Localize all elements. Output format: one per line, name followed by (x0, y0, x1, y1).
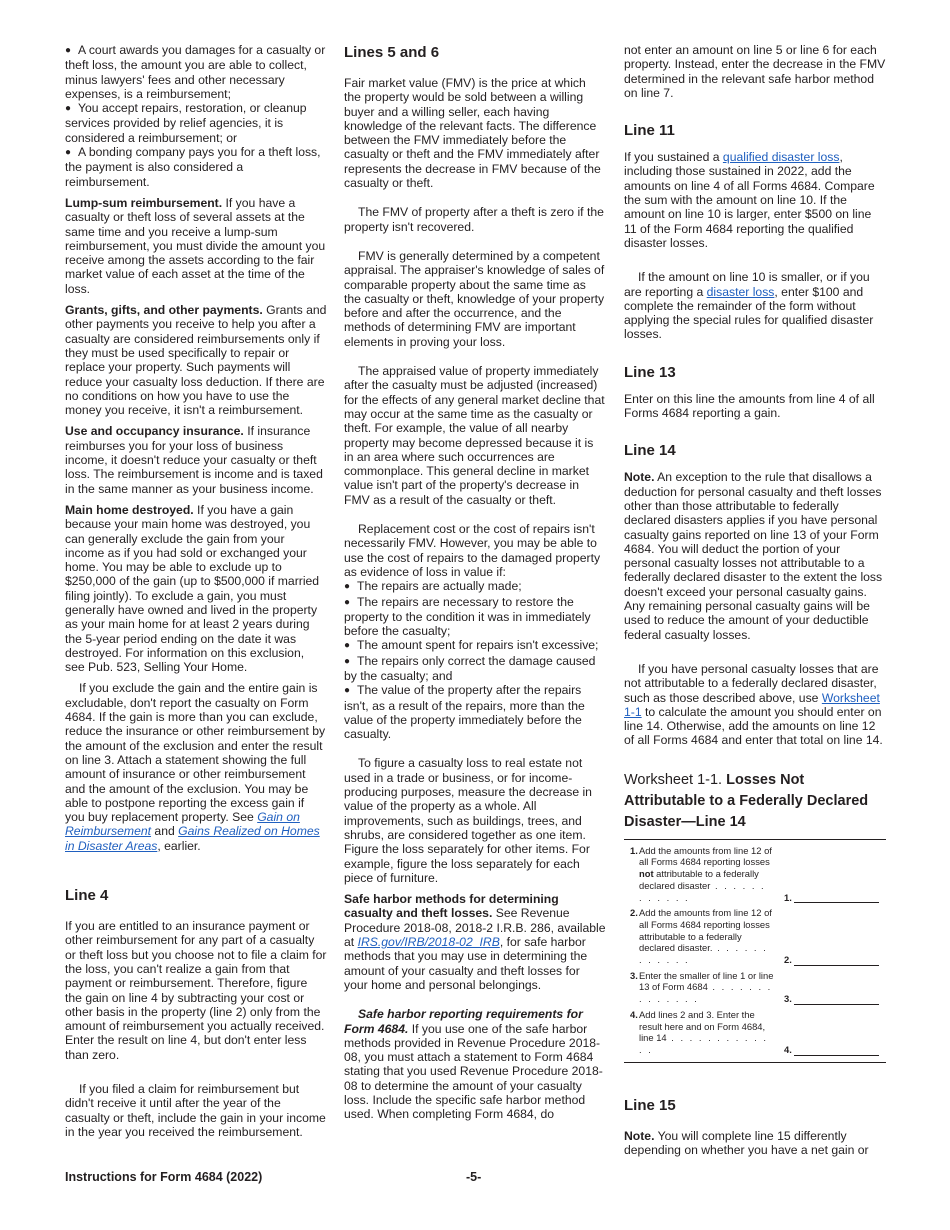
worksheet-line-3 (630, 970, 886, 1005)
text: FMV is generally determined by a competent appraisal. The appraiser's knowledge of sales of comparable property about the same time as the casualty or theft, knowledge of your property before and after the occurrence, and the methods of determining FMV are important elements in proving your loss. (344, 248, 605, 349)
emphasis-text: Use and occupancy insurance. (65, 424, 244, 439)
emphasis-text: Safe harbor reporting requirements for Form 4684. (344, 1007, 583, 1036)
paragraph (344, 756, 606, 885)
text: , earlier. (157, 838, 201, 853)
paragraph (65, 424, 327, 495)
text: to calculate the amount you should enter on line 14. Otherwise, add the amounts on line 12 of all Forms 4684 and enter that total on line 14. (624, 704, 883, 748)
link[interactable]: Worksheet 1-1 (624, 690, 880, 719)
text: You accept repairs, restoration, or cleanup services provided by relief agencies, it is considered a reimbursement; or (65, 101, 307, 145)
bullet-item (65, 145, 327, 189)
paragraph (65, 303, 327, 417)
paragraph (624, 662, 886, 748)
leader-dots: . . . . . . . . . . . . . (639, 1032, 768, 1055)
text: If insurance reimburses you for your loss of business income, it doesn't reduce your casualty or theft loss. The reimbursement is income and is taxed in the same manner as your business income. (65, 424, 323, 496)
worksheet-text-pre: Add the amounts from line 12 of all Forms 4684 reporting losses (639, 844, 772, 868)
bullet-item (344, 579, 606, 594)
text: The appraised value of property immediately after the casualty must be adjusted (increased) for the effects of any general market decline that may occur at the same time as the casualty or theft. For example, the value of all nearby property may become depressed because it is in an area where such occurrences are commonplace. This general decline in market value isn't part of the property's decrease in FMV as a result of the casualty or theft. (344, 364, 605, 507)
emphasis-text: Note. (624, 470, 655, 485)
worksheet-line-number: 1. (630, 844, 638, 856)
bullet-icon: ● (344, 596, 351, 608)
text: Line 15 (624, 1096, 676, 1114)
paragraph (65, 681, 327, 853)
worksheet-title-bold: Losses Not Attributable to a Federally Declared Disaster—Line 14 (624, 771, 869, 830)
paragraph (65, 919, 327, 1062)
worksheet-line-text (639, 1009, 774, 1056)
bullet-item (344, 595, 606, 639)
paragraph (344, 249, 606, 349)
leader-dots: . . . . . . . . . . . . (639, 879, 766, 903)
emphasis-text: Note. (624, 1128, 655, 1143)
paragraph (344, 205, 606, 234)
text: A bonding company pays you for a theft loss, the payment is also considered a reimbursement. (65, 145, 321, 189)
link[interactable]: Gains Realized on Homes in Disaster Areas (65, 824, 320, 853)
bullet-item (344, 683, 606, 741)
emphasis-text: Main home destroyed. (65, 502, 194, 517)
paragraph (344, 76, 606, 190)
text: , for safe harbor methods that you may use in determining the amount of your casualty and theft losses for your home and personal belongings. (344, 935, 588, 992)
bullet-icon: ● (65, 147, 72, 159)
text: If you are entitled to an insurance payment or other reimbursement for any part of a casualty or theft loss but you choose not to file a claim for the loss, you can't realize a gain from that payment or reimbursement. Therefore, figure the gain on line 4 by subtracting your cost or other basis in the property (line 2) only from the amount of reimbursement you actually received. Enter the result on line 4, but don't enter less than zero. (65, 919, 327, 1062)
worksheet-line-number: 3. (630, 969, 638, 981)
paragraph (344, 522, 606, 579)
paragraph (344, 1007, 606, 1121)
footer-form-title: Instructions for Form 4684 (2022) (65, 1170, 263, 1184)
link[interactable]: qualified disaster loss (722, 150, 840, 165)
emphasis-text: Grants, gifts, and other payments. (65, 303, 263, 318)
bullet-icon: ● (65, 103, 72, 115)
text: , enter $100 and complete the remainder of the form without applying the special rules for qualified disaster losses. (624, 284, 874, 342)
text: The repairs only correct the damage caused by the casualty; and (344, 653, 596, 683)
worksheet-field-label: 1. (784, 891, 792, 903)
section-heading (624, 364, 886, 382)
text: Lines 5 and 6 (344, 44, 440, 61)
text: Replacement cost or the cost of repairs isn't necessarily FMV. However, you may be able to use the cost of repairs to the damaged property as evidence of loss in value if: (344, 522, 601, 579)
section-heading (65, 887, 327, 905)
paragraph (344, 892, 606, 992)
bullet-item (344, 654, 606, 684)
text: If you use one of the safe harbor methods provided in Revenue Procedure 2018-08, you must attach a statement to Form 4684 stating that you used Revenue Procedure 2018-08 to determine the amount of your casualty loss. Include the specific safe harbor method used. When completing Form 4684, do (344, 1021, 603, 1122)
text: Fair market value (FMV) is the price at which the property would be sold between a willing buyer and a willing seller, each having knowledge of the relevant facts. The difference between the FMV immediately before the casualty or theft and the FMV immediately after represents the decrease in FMV because of the casualty or theft. (344, 76, 601, 191)
column-3 (624, 43, 886, 1157)
text: The amount spent for repairs isn't excessive; (357, 638, 599, 653)
text: You will complete line 15 differently depending on whether you have a net gain or (624, 1128, 869, 1157)
worksheet-text-pre: Enter the smaller of line 1 or line 13 of Form 4684 (639, 969, 774, 993)
paragraph (65, 1082, 327, 1139)
bullet-icon: ● (65, 45, 72, 56)
text: To figure a casualty loss to real estate not used in a trade or business, or for income-producing purposes, measure the decrease in value of the property as a whole. All improvements, such as buildings, trees, and shrubs, are considered together as one item. Figure the loss separately for other items. For example, figure the loss separately for each piece of furniture. (344, 756, 592, 885)
bullet-icon: ● (344, 640, 351, 652)
text: The value of the property after the repairs isn't, as a result of the repairs, more than the value of the property immediately before the casualty. (344, 683, 585, 742)
worksheet-items (624, 840, 886, 1056)
text: If you have a gain because your main home was destroyed, you can generally exclude the gain from your income as if you had sold or exchanged your home. You may be able to exclude up to $250,000 of the gain (up to $500,000 if married filing jointly). To exclude a gain, you must generally have owned and lived in the property as your main home for at least 2 years during the 5-year period ending on the date it was destroyed. For information on this exclusion, see Pub. 523, Selling Your Home. (65, 502, 320, 675)
paragraph (624, 43, 886, 100)
text: The repairs are actually made; (357, 579, 522, 594)
worksheet-line-text (639, 970, 774, 1005)
emphasis-text: Lump-sum reimbursement. (65, 195, 223, 210)
worksheet-field-label: 2. (784, 954, 792, 966)
text: Line 11 (624, 122, 675, 140)
link[interactable]: Gain on Reimbursement (65, 810, 300, 839)
text: Line 13 (624, 363, 676, 381)
paragraph (624, 470, 886, 642)
worksheet-line-number: 2. (630, 907, 638, 919)
paragraph (624, 270, 886, 341)
paragraph (344, 364, 606, 507)
column-2 (344, 43, 606, 1122)
section-heading (624, 442, 886, 460)
paragraph (624, 392, 886, 421)
text: If you sustained a (624, 150, 723, 165)
worksheet-line-1 (630, 845, 886, 904)
worksheet-line-text (639, 845, 774, 904)
worksheet-title (624, 770, 886, 833)
text: Grants and other payments you receive to help you after a casualty are considered reimbursements only if they must be used specifically to repair or replace your property. Such payments will reduce your casualty loss deduction. If there are no conditions on how you have to use the money you receive, it isn't a reimbursement. (65, 303, 327, 418)
leader-dots: . . . . . . . . . . . . . . (639, 981, 773, 1005)
bullet-icon: ● (344, 581, 351, 593)
text: A court awards you damages for a casualty or theft loss, the amount you are able to collect, minus lawyers' fees and other necessary expenses, is a reimbursement; (65, 43, 326, 101)
worksheet-entry-field[interactable] (784, 970, 879, 1005)
worksheet-entry-field[interactable] (784, 845, 879, 904)
text: The repairs are necessary to restore the property to the condition it was in immediately before the casualty; (344, 594, 591, 639)
text: not enter an amount on line 5 or line 6 for each property. Instead, enter the decrease in the FMV determined in the relevant safe harbor method on line 7. (624, 43, 886, 100)
bullet-item (65, 101, 327, 145)
paragraph (65, 503, 327, 675)
bullet-icon: ● (344, 655, 351, 667)
worksheet-entry-line[interactable] (794, 1045, 879, 1056)
text: If you filed a claim for reimbursement but didn't receive it until after the year of the casualty or theft, include the gain in your income in the year you received the reimbursement. (65, 1082, 326, 1139)
worksheet-line-4 (630, 1009, 886, 1056)
text: If the amount on line 10 is smaller, or if you are reporting a (624, 270, 870, 299)
worksheet-text-bold: not (639, 868, 654, 880)
paragraph (624, 1129, 886, 1158)
paragraph (65, 196, 327, 296)
text: Enter on this line the amounts from line 4 of all Forms 4684 reporting a gain. (624, 391, 875, 421)
paragraph (624, 150, 886, 250)
worksheet-line-2 (630, 907, 886, 966)
worksheet-entry-field[interactable] (784, 1009, 879, 1056)
text: and (151, 824, 179, 839)
worksheet-field-label: 3. (784, 993, 792, 1005)
worksheet-title-prefix: Worksheet 1-1. (624, 771, 723, 788)
leader-dots: . . . . . . . . . . . . (639, 942, 768, 966)
worksheet-1-1 (624, 770, 886, 1063)
worksheet-bottom-rule (624, 1062, 886, 1063)
section-heading (624, 1097, 886, 1115)
text: The FMV of property after a theft is zero if the property isn't recovered. (344, 205, 604, 234)
worksheet-field-label: 4. (784, 1043, 792, 1055)
worksheet-line-number: 4. (630, 1008, 638, 1020)
page-number: -5- (466, 1170, 482, 1184)
worksheet-text-pre: Add lines 2 and 3. Enter the result here and on Form 4684, line 14 (639, 1008, 766, 1044)
text: Line 4 (65, 887, 109, 905)
worksheet-line-text (639, 907, 774, 966)
text: See Revenue Procedure 2018-08, 2018-2 I.R.B. 286, available at (344, 906, 606, 950)
worksheet-entry-line[interactable] (794, 955, 879, 966)
section-heading (624, 122, 886, 140)
bullet-item (65, 43, 327, 101)
link[interactable]: disaster loss (706, 284, 775, 299)
text: An exception to the rule that disallows a deduction for personal casualty and theft losses other than those attributable to federally declared disasters applies if you have personal casualty gains reported on line 13 of your Form 4684. You will deduct the portion of your personal casualty losses not attributable to a federally declared disaster to the extent the loss doesn't exceed your personal casualty gains. Any remaining personal casualty gains will be used to reduce the amount of your deductible federal casualty losses. (624, 470, 883, 642)
text: , including those sustained in 2022, add the amounts on line 4 of all Forms 4684. Compare the sum with the amount on line 10. If the amount on line 10 is larger, enter $500 on line 11 of the Form 4684 reporting the qualified disaster losses. (624, 150, 875, 250)
text: If you exclude the gain and the entire gain is excludable, don't report the casualty on Form 4684. If the gain is more than you can exclude, reduce the insurance or other reimbursement by the amount of the exclusion and enter the result on line 3. Attach a statement showing the full amount of insurance or other reimbursement and the amount of the exclusion. You may be able to postpone reporting the excess gain if you buy replacement property. See (65, 681, 326, 825)
worksheet-text-pre: Add the amounts from line 12 of all Forms 4684 reporting losses attributable to a federally declared disaster. (639, 907, 772, 954)
link[interactable]: IRS.gov/IRB/2018-02_IRB (357, 935, 500, 950)
bullet-item (344, 638, 606, 653)
text: If you have a casualty or theft loss of several assets at the same time and you receive a lump-sum reimbursement, you must divide the amount you receive among the assets according to the fair market value of each asset at the time of the loss. (65, 195, 326, 296)
column-1 (65, 43, 327, 1139)
worksheet-entry-line[interactable] (794, 892, 879, 903)
worksheet-entry-field[interactable] (784, 907, 879, 966)
text: Line 14 (624, 442, 676, 460)
worksheet-text-post: attributable to a federally declared disaster (639, 868, 759, 891)
bullet-icon: ● (344, 685, 351, 697)
emphasis-text: Safe harbor methods for determining casualty and theft losses. (344, 892, 559, 921)
worksheet-entry-line[interactable] (794, 994, 879, 1005)
section-heading (344, 44, 606, 62)
text: If you have personal casualty losses that are not attributable to a federally declared disaster, such as those described above, use (624, 661, 879, 705)
